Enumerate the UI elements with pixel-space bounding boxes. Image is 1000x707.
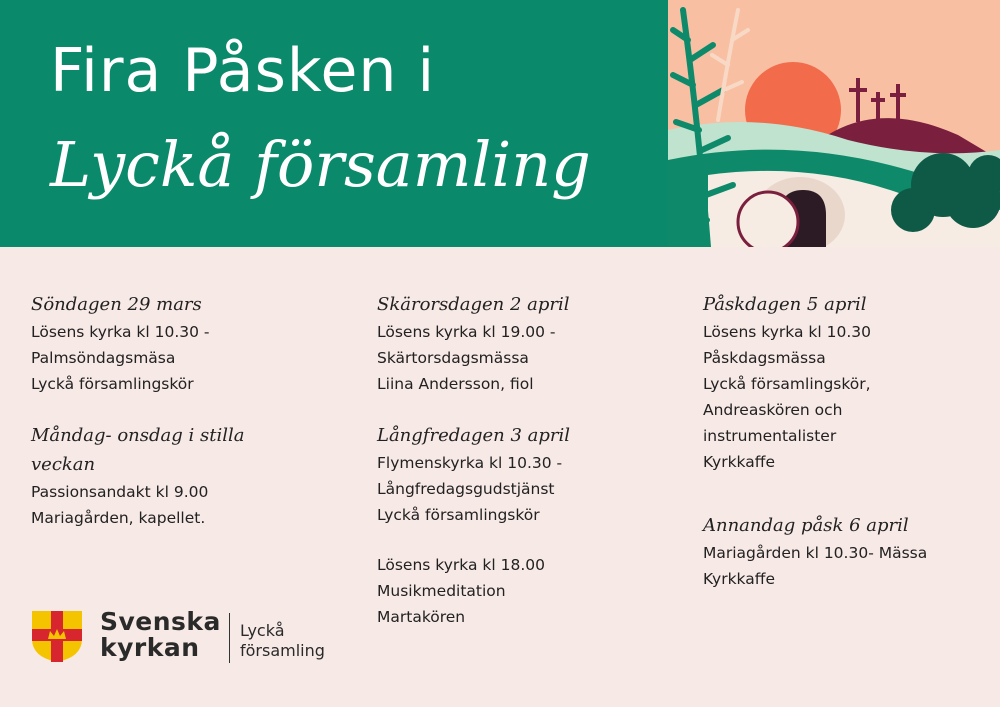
event-block <box>377 552 677 630</box>
event-line: Martakören <box>377 608 466 626</box>
event-line: Mariagården, kapellet. <box>31 509 206 527</box>
page-title-line1: Fira Påsken i <box>50 36 436 106</box>
event-line: Lyckå församlingskör <box>377 506 540 524</box>
event-heading: Annandag påsk 6 april <box>703 515 909 536</box>
event-heading: Söndagen 29 mars <box>31 294 202 315</box>
event-line: Skärtorsdagsmässa <box>377 349 529 367</box>
event-line: Liina Andersson, fiol <box>377 375 534 393</box>
event-line: Kyrkkaffe <box>703 570 775 588</box>
logo-divider <box>229 613 230 663</box>
event-line: Lyckå församlingskör <box>31 375 194 393</box>
event-line: Lösens kyrka kl 10.30 <box>703 323 871 341</box>
event-heading: Påskdagen 5 april <box>703 294 867 315</box>
event-line: Långfredagsgudstjänst <box>377 480 555 498</box>
event-line: instrumentalister <box>703 427 837 445</box>
event-line: Påskdagsmässa <box>703 349 826 367</box>
event-line: Lösens kyrka kl 10.30 - <box>31 323 210 341</box>
logo-wordmark: Svenska kyrkan <box>100 607 221 662</box>
event-line: Mariagården kl 10.30- Mässa <box>703 544 928 562</box>
event-block <box>31 421 331 531</box>
church-shield-icon <box>30 609 84 663</box>
event-line: Lösens kyrka kl 18.00 <box>377 556 545 574</box>
schedule-column-1 <box>31 290 331 555</box>
event-line: Musikmeditation <box>377 582 506 600</box>
event-line: Lösens kyrka kl 19.00 - <box>377 323 556 341</box>
event-block <box>703 290 1000 475</box>
schedule-column-3 <box>703 290 1000 616</box>
event-heading: Måndag- onsdag i stilla <box>31 425 245 446</box>
event-line: Flymenskyrka kl 10.30 - <box>377 454 563 472</box>
svenska-kyrkan-logo <box>30 607 350 667</box>
event-heading: veckan <box>31 454 96 475</box>
event-line: Palmsöndagsmäsa <box>31 349 176 367</box>
event-heading: Långfredagen 3 april <box>377 425 571 446</box>
event-line: Andreaskören och <box>703 401 843 419</box>
event-heading: Skärorsdagen 2 april <box>377 294 570 315</box>
event-line: Lyckå församlingskör, <box>703 375 871 393</box>
event-block <box>703 511 1000 592</box>
easter-illustration <box>668 0 1000 247</box>
schedule-column-2 <box>377 290 677 654</box>
event-line: Passionsandakt kl 9.00 <box>31 483 209 501</box>
logo-parish-name: Lyckå församling <box>240 621 325 660</box>
event-block <box>31 290 331 397</box>
page-title-line2: Lyckå församling <box>50 128 591 201</box>
header-banner <box>0 0 668 247</box>
event-block <box>377 290 677 397</box>
event-block <box>377 421 677 528</box>
event-line: Kyrkkaffe <box>703 453 775 471</box>
